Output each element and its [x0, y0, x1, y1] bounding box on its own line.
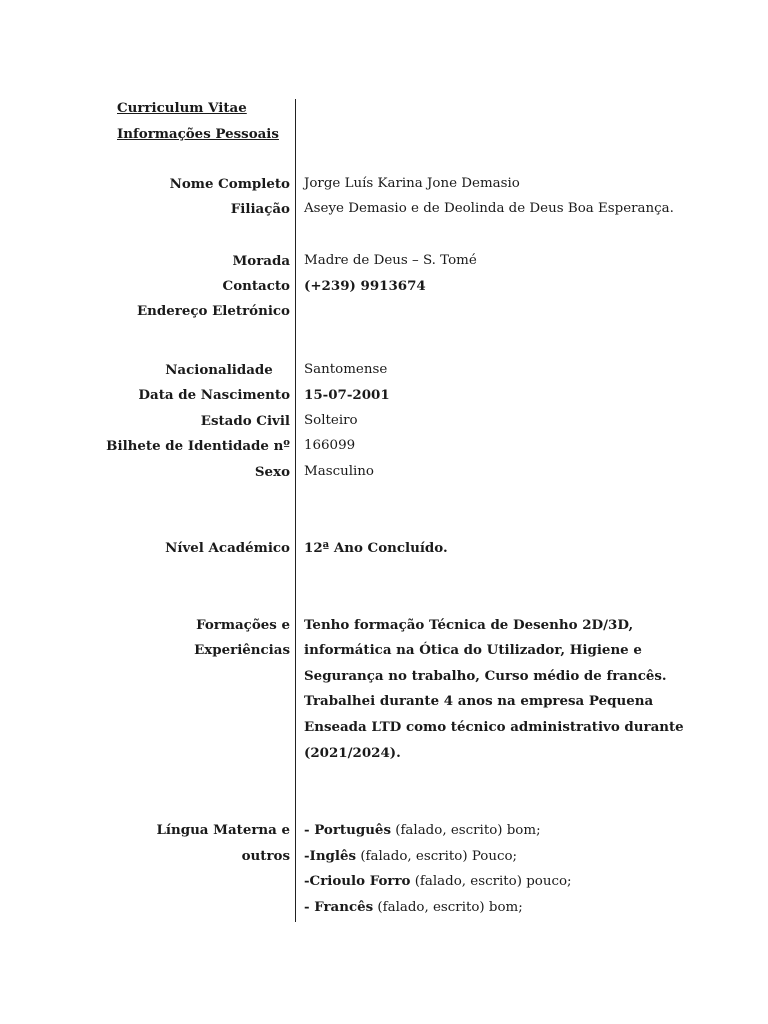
nome-label: Nome Completo: [169, 176, 290, 192]
language-detail: (falado, escrito) Pouco;: [356, 849, 518, 864]
nacionalidade-label: Nacionalidade: [165, 362, 273, 378]
lingua-label-line1: Língua Materna e: [156, 822, 290, 838]
estado-civil-label: Estado Civil: [200, 413, 290, 429]
language-name: - Português: [304, 822, 391, 838]
nascimento-label: Data de Nascimento: [138, 387, 290, 403]
morada-value: Madre de Deus – S. Tomé: [304, 253, 477, 268]
experience-line: Tenho formação Técnica de Desenho 2D/3D,: [304, 617, 634, 633]
experience-line: Trabalhei durante 4 anos na empresa Pequena: [304, 693, 654, 709]
language-detail: (falado, escrito) pouco;: [410, 874, 572, 889]
nivel-academico-label: Nível Académico: [165, 540, 290, 556]
language-name: -Crioulo Forro: [304, 873, 411, 889]
bi-label: Bilhete de Identidade nº: [106, 438, 290, 454]
formacoes-label-line2: Experiências: [194, 642, 290, 658]
nascimento-value: 15-07-2001: [304, 387, 390, 403]
nome-value: Jorge Luís Karina Jone Demasio: [304, 176, 520, 191]
experience-line: Enseada LTD como técnico administrativo durante: [304, 719, 684, 735]
bi-value: 166099: [304, 438, 356, 453]
experience-line: (2021/2024).: [304, 745, 401, 761]
language-item: [304, 822, 541, 838]
email-label: Endereço Eletrónico: [136, 303, 290, 319]
nacionalidade-value: Santomense: [304, 362, 388, 377]
section-title: Informações Pessoais: [117, 126, 279, 142]
document-title: Curriculum Vitae: [117, 100, 247, 116]
contacto-value: (+239) 9913674: [304, 278, 426, 294]
sexo-label: Sexo: [254, 464, 290, 480]
experience-line: informática na Ótica do Utilizador, Higiene e: [304, 642, 642, 658]
language-item: [304, 899, 523, 915]
lingua-label-line2: outros: [241, 848, 290, 864]
contacto-label: Contacto: [222, 278, 290, 294]
filiacao-value: Aseye Demasio e de Deolinda de Deus Boa Esperança.: [304, 201, 674, 216]
language-name: -Inglês: [304, 848, 357, 864]
language-item: [304, 848, 517, 864]
nivel-academico-value: 12ª Ano Concluído.: [304, 540, 448, 556]
formacoes-label-line1: Formações e: [196, 617, 290, 633]
language-item: [304, 873, 572, 889]
morada-label: Morada: [232, 253, 290, 269]
experience-line: Segurança no trabalho, Curso médio de francês.: [304, 668, 667, 684]
language-name: - Francês: [304, 899, 374, 915]
filiacao-label: Filiação: [230, 201, 290, 217]
language-detail: (falado, escrito) bom;: [391, 823, 541, 838]
column-divider: [295, 99, 296, 922]
sexo-value: Masculino: [304, 464, 374, 479]
language-detail: (falado, escrito) bom;: [373, 900, 523, 915]
estado-civil-value: Solteiro: [304, 413, 358, 428]
